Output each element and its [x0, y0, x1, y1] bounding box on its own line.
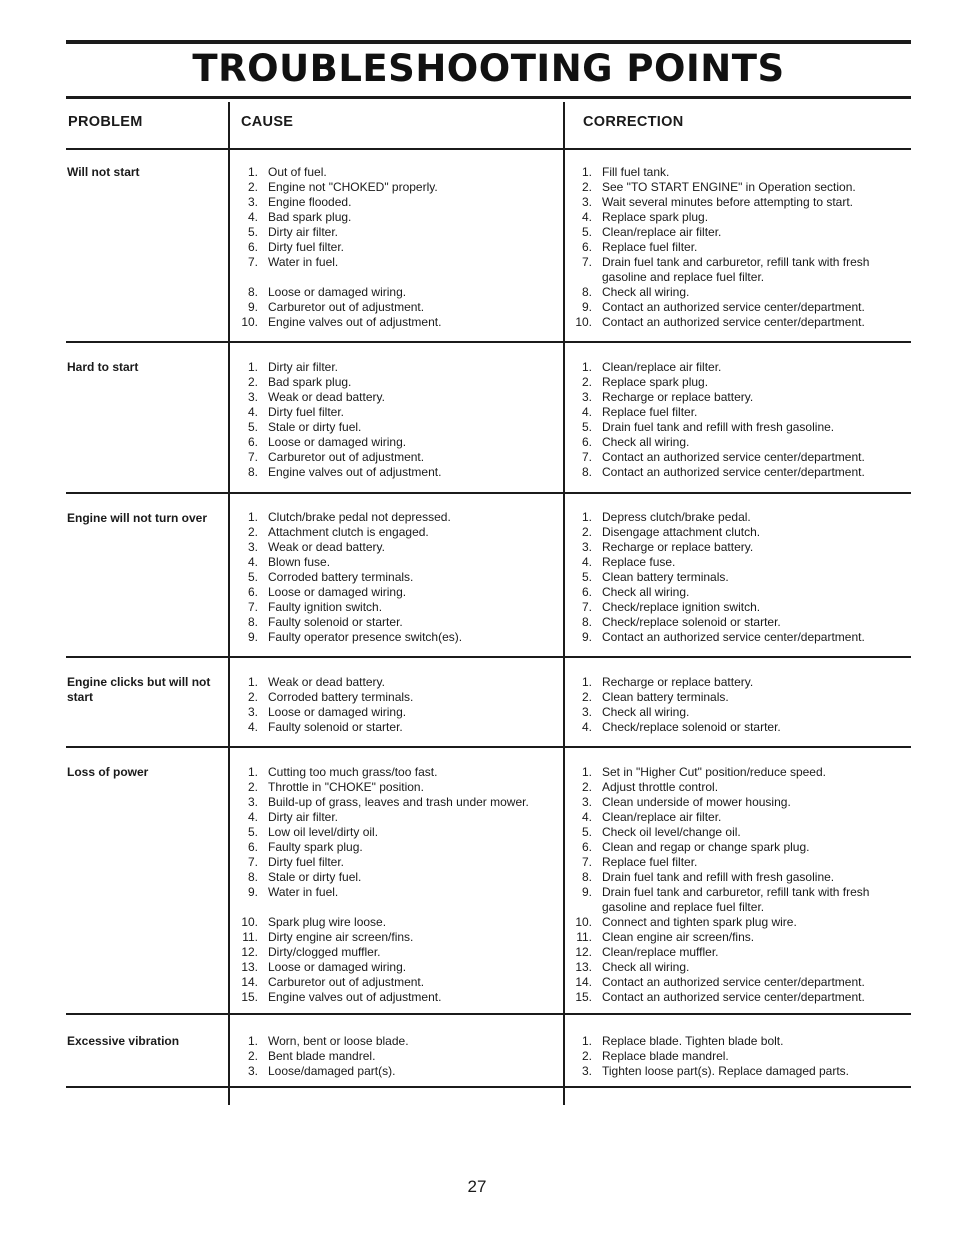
correction-item: 13. Check all wiring. — [575, 960, 690, 974]
correction-item: 9. Drain fuel tank and carburetor, refill tank with fresh gasoline and replace fuel filter. — [581, 885, 870, 914]
correction-item: 4. Check/replace solenoid or starter. — [581, 720, 781, 734]
correction-item: 4. Replace fuel filter. — [581, 405, 698, 419]
correction-item: 11. Clean engine air screen/fins. — [576, 930, 755, 944]
correction-list-loss-of-power — [570, 765, 900, 1005]
cause-item: 8. Loose or damaged wiring. — [247, 285, 407, 299]
correction-item: 8. Check all wiring. — [581, 285, 690, 299]
cause-item: 4. Dirty fuel filter. — [247, 405, 345, 419]
cause-item: 6. Faulty spark plug. — [247, 840, 363, 854]
cause-item: 15. Engine valves out of adjustment. — [241, 990, 442, 1004]
top-rule — [66, 40, 911, 44]
cause-list-will-not-start — [236, 165, 556, 330]
correction-list-will-not-turn-over — [570, 510, 900, 645]
correction-list-hard-to-start — [570, 360, 900, 480]
cause-item: 4. Blown fuse. — [247, 555, 331, 569]
correction-item: 2. See "TO START ENGINE" in Operation section. — [581, 180, 856, 194]
correction-item: 7. Check/replace ignition switch. — [581, 600, 761, 614]
header-cause: CAUSE — [241, 114, 294, 130]
page-number: 27 — [467, 1177, 487, 1196]
cause-list-loss-of-power — [236, 765, 556, 1005]
cause-list-excessive-vibration — [236, 1034, 556, 1079]
correction-item: 1. Recharge or replace battery. — [581, 675, 754, 689]
section-rule — [66, 1013, 911, 1015]
correction-item: 3. Recharge or replace battery. — [581, 540, 754, 554]
cause-item: 3. Weak or dead battery. — [247, 390, 385, 404]
cause-item: 5. Dirty air filter. — [247, 225, 339, 239]
correction-item: 1. Clean/replace air filter. — [581, 360, 722, 374]
page-title: TROUBLESHOOTING POINTS — [192, 47, 785, 90]
correction-item: 6. Check all wiring. — [581, 435, 690, 449]
correction-item: 3. Check all wiring. — [581, 705, 690, 719]
correction-item: 8. Contact an authorized service center/department. — [581, 465, 865, 479]
cause-item: 6. Loose or damaged wiring. — [247, 435, 407, 449]
cause-item: 6. Dirty fuel filter. — [247, 240, 345, 254]
cause-item: 1. Weak or dead battery. — [247, 675, 385, 689]
correction-list-will-not-start — [570, 165, 900, 330]
cause-item: 2. Bent blade mandrel. — [247, 1049, 376, 1063]
cause-item: 5. Stale or dirty fuel. — [247, 420, 362, 434]
table-bottom-rule — [66, 1086, 911, 1088]
correction-item: 15. Contact an authorized service center/department. — [575, 990, 865, 1004]
correction-item: 10. Connect and tighten spark plug wire. — [575, 915, 797, 929]
correction-item: 6. Clean and regap or change spark plug. — [581, 840, 810, 854]
correction-item: 2. Replace spark plug. — [581, 375, 709, 389]
cause-item: 3. Build-up of grass, leaves and trash under mower. — [247, 795, 529, 809]
correction-item: 1. Replace blade. Tighten blade bolt. — [581, 1034, 784, 1048]
header-problem: PROBLEM — [68, 114, 143, 130]
cause-item: 3. Engine flooded. — [247, 195, 352, 209]
cause-item: 7. Faulty ignition switch. — [247, 600, 383, 614]
cause-item: 2. Throttle in "CHOKE" position. — [247, 780, 424, 794]
correction-item: 9. Contact an authorized service center/department. — [581, 300, 865, 314]
problem-engine-will-not-turn-over: Engine will not turn over — [67, 511, 208, 525]
section-rule — [66, 492, 911, 494]
correction-item: 12. Clean/replace muffler. — [575, 945, 719, 959]
correction-list-excessive-vibration — [570, 1034, 900, 1079]
correction-item: 3. Recharge or replace battery. — [581, 390, 754, 404]
problem-loss-of-power: Loss of power — [67, 765, 149, 779]
correction-item: 7. Contact an authorized service center/department. — [581, 450, 865, 464]
cause-item: 4. Bad spark plug. — [247, 210, 352, 224]
correction-item: 3. Wait several minutes before attempting to start. — [581, 195, 853, 209]
cause-item: 10. Engine valves out of adjustment. — [241, 315, 442, 329]
correction-item: 3. Clean underside of mower housing. — [581, 795, 791, 809]
header-rule — [66, 148, 911, 150]
header-correction: CORRECTION — [583, 114, 684, 130]
cause-item: 9. Water in fuel. — [247, 885, 339, 899]
cause-item: 12. Dirty/clogged muffler. — [241, 945, 381, 959]
cause-item: 11. Dirty engine air screen/fins. — [242, 930, 414, 944]
correction-item: 10. Contact an authorized service center/department. — [575, 315, 865, 329]
correction-item: 1. Set in "Higher Cut" position/reduce speed. — [581, 765, 826, 779]
section-rule — [66, 656, 911, 658]
correction-item: 5. Clean battery terminals. — [581, 570, 729, 584]
correction-item: 4. Replace spark plug. — [581, 210, 709, 224]
cause-item: 2. Corroded battery terminals. — [247, 690, 414, 704]
correction-item: 3. Tighten loose part(s). Replace damaged parts. — [581, 1064, 850, 1078]
cause-item: 3. Loose or damaged wiring. — [247, 705, 407, 719]
correction-item: 2. Replace blade mandrel. — [581, 1049, 729, 1063]
correction-item: 1. Depress clutch/brake pedal. — [581, 510, 751, 524]
problem-hard-to-start: Hard to start — [67, 360, 139, 374]
section-rule — [66, 746, 911, 748]
cause-item: 1. Dirty air filter. — [247, 360, 339, 374]
title-rule — [66, 96, 911, 99]
correction-item: 6. Check all wiring. — [581, 585, 690, 599]
correction-item: 4. Replace fuse. — [581, 555, 676, 569]
problem-excessive-vibration: Excessive vibration — [67, 1034, 180, 1048]
correction-item: 8. Drain fuel tank and refill with fresh gasoline. — [581, 870, 835, 884]
correction-item: 5. Clean/replace air filter. — [581, 225, 722, 239]
problem-engine-clicks: Engine clicks but will not start — [67, 675, 211, 704]
correction-item: 2. Adjust throttle control. — [581, 780, 719, 794]
correction-list-engine-clicks — [570, 675, 900, 735]
section-rule — [66, 341, 911, 343]
cause-list-will-not-turn-over — [236, 510, 556, 645]
cause-item: 8. Stale or dirty fuel. — [247, 870, 362, 884]
cause-item: 2. Bad spark plug. — [247, 375, 352, 389]
cause-item: 9. Carburetor out of adjustment. — [247, 300, 425, 314]
cause-list-hard-to-start — [236, 360, 556, 480]
cause-item: 4. Dirty air filter. — [247, 810, 339, 824]
cause-item: 1. Cutting too much grass/too fast. — [247, 765, 438, 779]
cause-item: 7. Dirty fuel filter. — [247, 855, 345, 869]
cause-item: 1. Clutch/brake pedal not depressed. — [247, 510, 451, 524]
cause-item: 6. Loose or damaged wiring. — [247, 585, 407, 599]
correction-item: 14. Contact an authorized service center/department. — [575, 975, 865, 989]
cause-item: 8. Engine valves out of adjustment. — [247, 465, 442, 479]
correction-item: 4. Clean/replace air filter. — [581, 810, 722, 824]
cause-item: 1. Out of fuel. — [247, 165, 327, 179]
cause-item: 3. Loose/damaged part(s). — [247, 1064, 396, 1078]
cause-item: 7. Carburetor out of adjustment. — [247, 450, 425, 464]
correction-item: 9. Contact an authorized service center/department. — [581, 630, 865, 644]
problem-will-not-start: Will not start — [67, 165, 140, 179]
correction-item: 5. Drain fuel tank and refill with fresh gasoline. — [581, 420, 835, 434]
cause-item: 2. Attachment clutch is engaged. — [247, 525, 429, 539]
column-divider-cause — [228, 102, 230, 1105]
cause-item: 10. Spark plug wire loose. — [241, 915, 387, 929]
correction-item: 1. Fill fuel tank. — [581, 165, 670, 179]
cause-item: 5. Low oil level/dirty oil. — [247, 825, 379, 839]
correction-item: 7. Drain fuel tank and carburetor, refill tank with fresh gasoline and replace fuel filter. — [581, 255, 870, 284]
cause-item: 3. Weak or dead battery. — [247, 540, 385, 554]
cause-item: 13. Loose or damaged wiring. — [241, 960, 407, 974]
cause-item: 1. Worn, bent or loose blade. — [247, 1034, 409, 1048]
cause-item: 9. Faulty operator presence switch(es). — [247, 630, 463, 644]
correction-item: 5. Check oil level/change oil. — [581, 825, 741, 839]
cause-list-engine-clicks — [236, 675, 556, 735]
correction-item: 8. Check/replace solenoid or starter. — [581, 615, 781, 629]
correction-item: 7. Replace fuel filter. — [581, 855, 698, 869]
cause-item: 4. Faulty solenoid or starter. — [247, 720, 403, 734]
correction-item: 2. Clean battery terminals. — [581, 690, 729, 704]
cause-item: 14. Carburetor out of adjustment. — [241, 975, 425, 989]
cause-item: 2. Engine not "CHOKED" properly. — [247, 180, 438, 194]
cause-item: 8. Faulty solenoid or starter. — [247, 615, 403, 629]
correction-item: 6. Replace fuel filter. — [581, 240, 698, 254]
cause-item: 5. Corroded battery terminals. — [247, 570, 414, 584]
cause-item: 7. Water in fuel. — [247, 255, 339, 269]
column-divider-correction — [563, 102, 565, 1105]
correction-item: 2. Disengage attachment clutch. — [581, 525, 761, 539]
